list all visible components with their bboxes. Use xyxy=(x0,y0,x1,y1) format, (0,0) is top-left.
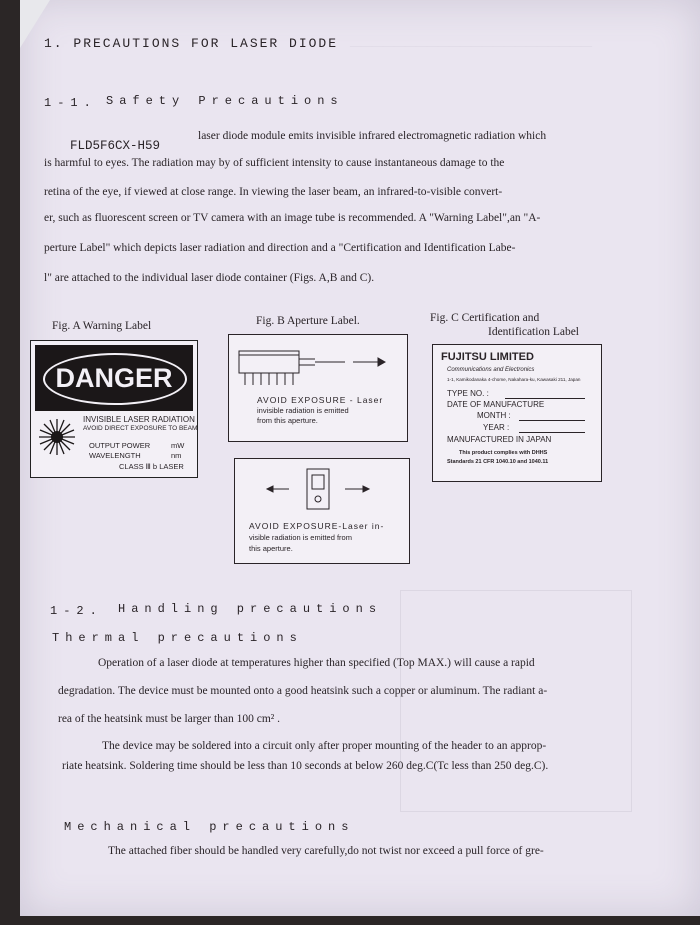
date-label: DATE OF MANUFACTURE xyxy=(447,400,545,409)
type-no-label: TYPE NO. : xyxy=(447,389,489,398)
danger-banner xyxy=(35,345,193,411)
fujitsu-company: FUJITSU LIMITED xyxy=(441,351,534,363)
thermal-line-5: riate heatsink. Soldering time should be less than 10 seconds at below 260 deg.C(Tc less than 250 deg.C). xyxy=(62,760,549,772)
aperture-2-line-3: this aperture. xyxy=(249,544,293,553)
safety-heading: Safety Precautions xyxy=(106,94,344,108)
certification-label xyxy=(432,344,602,482)
aperture-arrows-drawing xyxy=(265,465,375,513)
compliance-line-1: This product complies with DHHS xyxy=(459,450,548,456)
mechanical-heading: Mechanical precautions xyxy=(64,820,355,834)
danger-line-2: AVOID DIRECT EXPOSURE TO BEAM xyxy=(83,425,198,432)
aperture-1-line-1: AVOID EXPOSURE - Laser xyxy=(257,395,384,405)
safety-line-1: laser diode module emits invisible infrared electromagnetic radiation which xyxy=(198,130,547,142)
type-no-line xyxy=(505,398,585,399)
year-line xyxy=(519,432,585,433)
safety-line-5: perture Label" which depicts laser radiation and direction and a "Certification and Identification Labe- xyxy=(44,242,516,254)
thermal-line-1: Operation of a laser diode at temperatures higher than specified (Top MAX.) will cause a rapid xyxy=(98,657,535,669)
compliance-line-2: Standards 21 CFR 1040.10 and 1040.11 xyxy=(447,459,549,465)
fig-b-caption: Fig. B Aperture Label. xyxy=(256,315,360,327)
thermal-heading: Thermal precautions xyxy=(52,631,303,645)
aperture-label-1 xyxy=(228,334,408,442)
aperture-2-line-1: AVOID EXPOSURE-Laser in- xyxy=(249,521,385,531)
handling-heading-number: 1-2. xyxy=(50,604,103,618)
document-page xyxy=(20,0,700,916)
wavelength-label: WAVELENGTH xyxy=(89,451,141,460)
aperture-label-2 xyxy=(234,458,410,564)
made-in-label: MANUFACTURED IN JAPAN xyxy=(447,435,552,444)
year-label: YEAR : xyxy=(483,423,510,432)
safety-heading-number: 1-1. xyxy=(44,96,97,110)
bleed-through-text: —————————————————————— xyxy=(350,40,592,52)
laser-starburst-icon xyxy=(37,417,77,457)
laser-class: CLASS Ⅲ b LASER xyxy=(119,462,184,471)
danger-word: DANGER xyxy=(55,363,173,393)
model-number: FLD5F6CX-H59 xyxy=(70,139,161,153)
aperture-2-line-2: visible radiation is emitted from xyxy=(249,533,352,542)
laser-module-drawing xyxy=(235,341,400,387)
aperture-1-line-2: invisible radiation is emitted xyxy=(257,406,349,415)
aperture-1-line-3: from this aperture. xyxy=(257,416,318,425)
safety-line-2: is harmful to eyes. The radiation may by of sufficient intensity to cause instantaneous damage to the xyxy=(44,157,505,169)
output-power-label: OUTPUT POWER xyxy=(89,441,151,450)
mechanical-line-1: The attached fiber should be handled very carefully,do not twist nor exceed a pull force of gre- xyxy=(108,845,544,857)
fig-c-caption-1: Fig. C Certification and xyxy=(430,312,540,324)
safety-line-3: retina of the eye, if viewed at close range. In viewing the laser beam, an infrared-to-visible convert- xyxy=(44,186,503,198)
fig-a-caption: Fig. A Warning Label xyxy=(52,320,152,332)
thermal-line-3: rea of the heatsink must be larger than 100 cm² . xyxy=(58,713,280,725)
output-power-unit: mW xyxy=(171,441,185,450)
month-line xyxy=(519,420,585,421)
fig-c-caption-2: Identification Label xyxy=(488,326,580,338)
danger-warning-label xyxy=(30,340,198,478)
bleed-through-box xyxy=(400,590,632,812)
safety-line-6: l" are attached to the individual laser diode container (Figs. A,B and C). xyxy=(44,272,375,284)
month-label: MONTH : xyxy=(477,411,511,420)
thermal-line-2: degradation. The device must be mounted onto a good heatsink such a copper or aluminum. The radiant a- xyxy=(58,685,548,697)
thermal-line-4: The device may be soldered into a circuit only after proper mounting of the header to an approp- xyxy=(102,740,547,752)
wavelength-unit: nm xyxy=(171,451,182,460)
handling-heading: Handling precautions xyxy=(118,602,383,616)
danger-line-1: INVISIBLE LASER RADIATION xyxy=(83,415,195,424)
section-title: 1. PRECAUTIONS FOR LASER DIODE xyxy=(44,36,339,51)
fujitsu-address: 1-1, Kamikodanaka 4-chome, Nakahara-ku, Kawasaki 211, Japan xyxy=(447,377,581,382)
safety-line-4: er, such as fluorescent screen or TV camera with an image tube is recommended. A "Warning Label",an "A- xyxy=(44,212,541,224)
fujitsu-subtitle: Communications and Electronics xyxy=(447,367,535,373)
